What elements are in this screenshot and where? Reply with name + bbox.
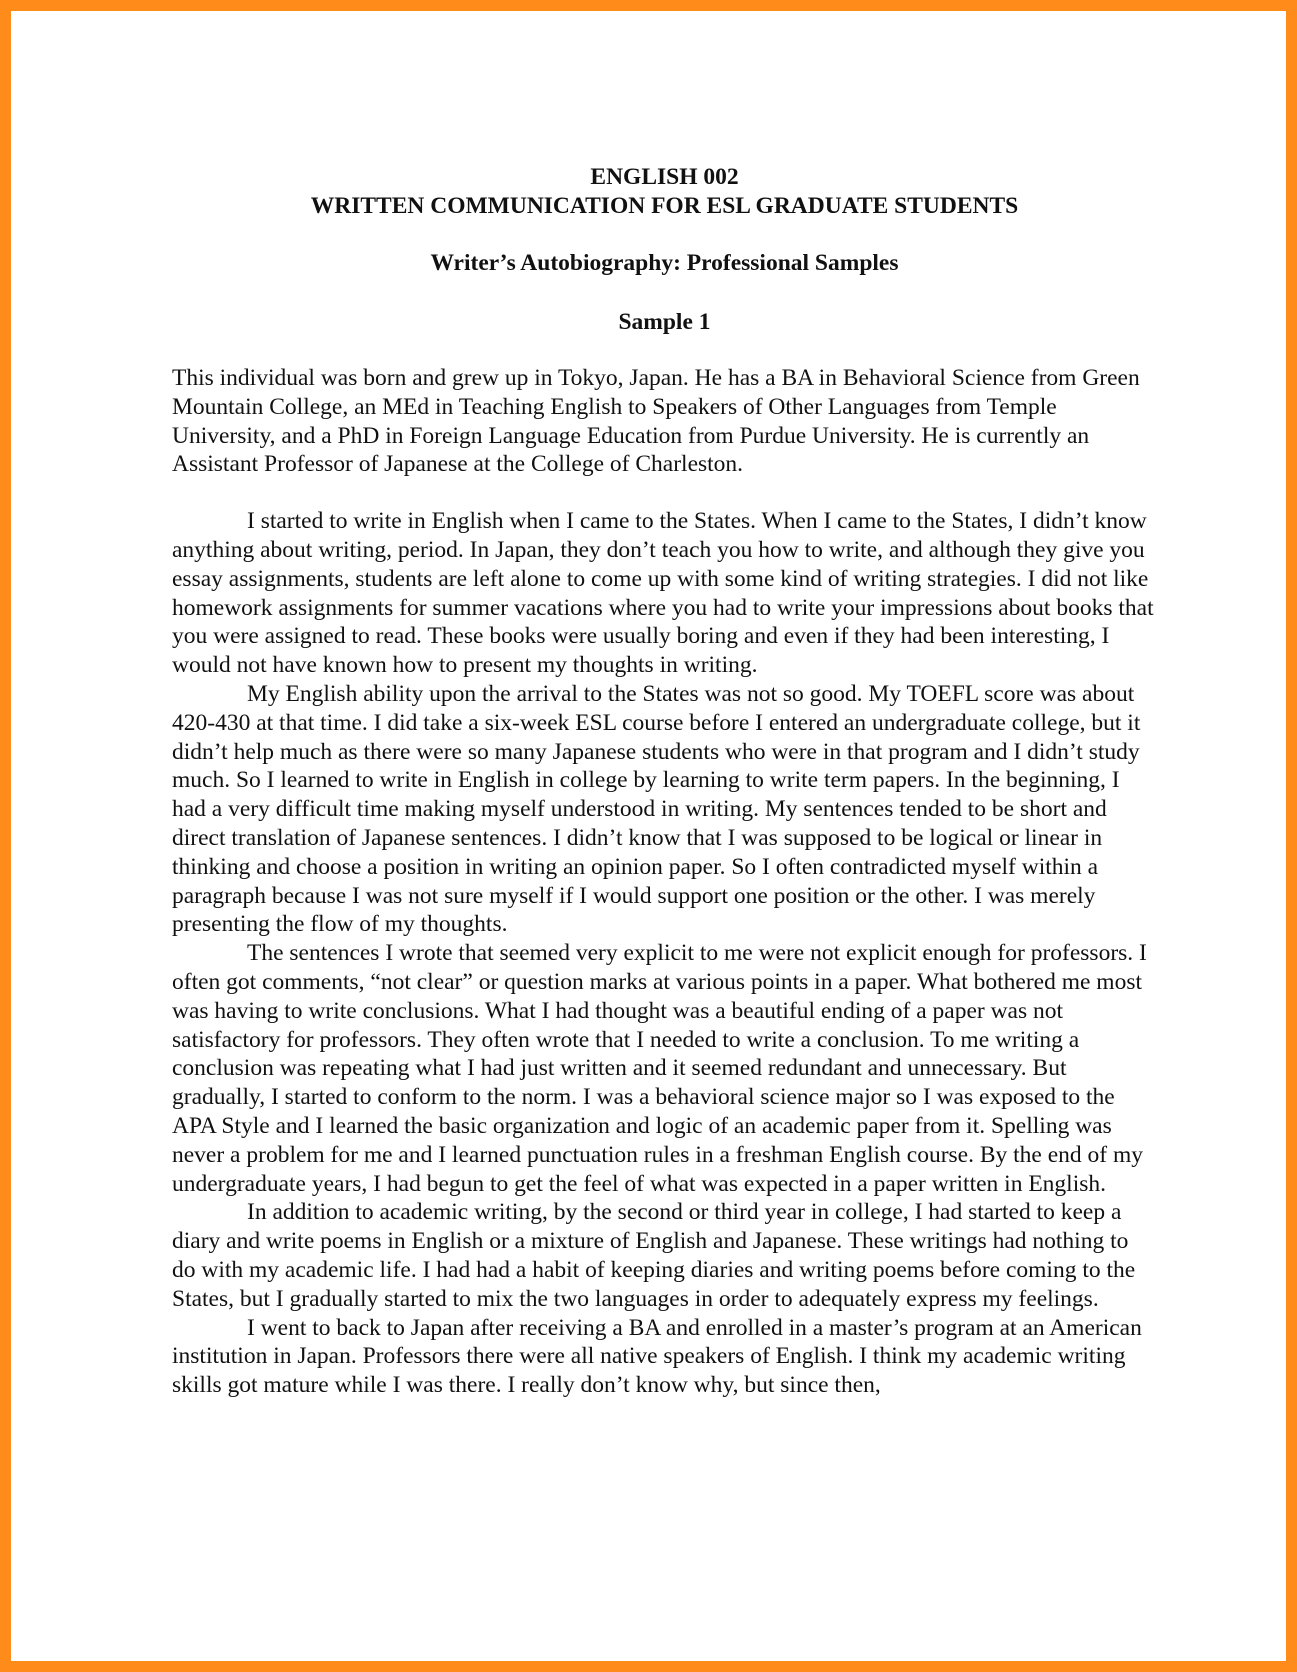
document-page — [172, 163, 1157, 1400]
course-title: ENGLISH 002 — [590, 164, 739, 190]
essay-paragraph-3: The sentences I wrote that seemed very explicit to me were not explicit enough for professors. I often got comments, “not clear” or question marks at various points in a paper. What bothered me most was having to write conclusions. What I had thought was a beautiful ending of a paper was not satisfactory for professors. They often wrote that I needed to write a conclusion. To me writing a conclusion was repeating what I had just written and it seemed redundant and unnecessary. But gradually, I started to conform to the norm. I was a behavioral science major so I was exposed to the APA Style and I learned the basic organization and logic of an academic paper from it. Spelling was never a problem for me and I learned punctuation rules in a freshman English course. By the end of my undergraduate years, I had begun to get the feel of what was expected in a paper written in English. — [172, 940, 1147, 1197]
essay-paragraph-1: I started to write in English when I came to the States. When I came to the States, I didn’t know anything about writing, period. In Japan, they don’t teach you how to write, and although they give you essay assignments, students are left alone to come up with some kind of writing strategies. I did not like homework assignments for summer vacations where you had to write your impressions about books that you were assigned to read. These books were usually boring and even if they had been interesting, I would not have known how to present my thoughts in writing. — [172, 508, 1154, 679]
essay-paragraph-4: In addition to academic writing, by the second or third year in college, I had started to keep a diary and write poems in English or a mixture of English and Japanese. These writings had nothing to do with my academic life. I had had a habit of keeping diaries and writing poems before coming to the States, but I gradually started to mix the two languages in order to adequately express my feelings. — [172, 1199, 1136, 1312]
course-subtitle: WRITTEN COMMUNICATION FOR ESL GRADUATE STUDENTS — [310, 192, 1019, 219]
essay-paragraph-5: I went to back to Japan after receiving a BA and enrolled in a master’s program at an American institution in Japan. Professors there were all native speakers of English. I think my academic writing skills got mature while I was there. I really don’t know why, but since then, — [172, 1314, 1142, 1399]
essay-body — [172, 507, 1157, 1400]
essay-paragraph-2: My English ability upon the arrival to the States was not so good. My TOEFL score was about 420-430 at that time. I did take a six-week ESL course before I entered an undergraduate college, but it didn’t help much as there were so many Japanese students who were in that program and I didn’t study much. So I learned to write in English in college by learning to write term papers. In the beginning, I had a very difficult time making myself understood in writing. My sentences tended to be short and direct translation of Japanese sentences. I didn’t know that I was supposed to be logical or linear in thinking and choose a position in writing an opinion paper. So I often contradicted myself within a paragraph because I was not sure myself if I would support one position or the other. I was merely presenting the flow of my thoughts. — [172, 680, 1141, 938]
document-header — [172, 163, 1157, 336]
section-title: Writer’s Autobiography: Professional Samples — [430, 250, 899, 276]
sample-label: Sample 1 — [618, 308, 711, 335]
author-bio: This individual was born and grew up in Tokyo, Japan. He has a BA in Behavioral Science from Green Mountain College, an MEd in Teaching English to Speakers of Other Languages from Temple University, and a PhD in Foreign Language Education from Purdue University. He is currently an Assistant Professor of Japanese at the College of Charleston. — [172, 365, 1140, 478]
